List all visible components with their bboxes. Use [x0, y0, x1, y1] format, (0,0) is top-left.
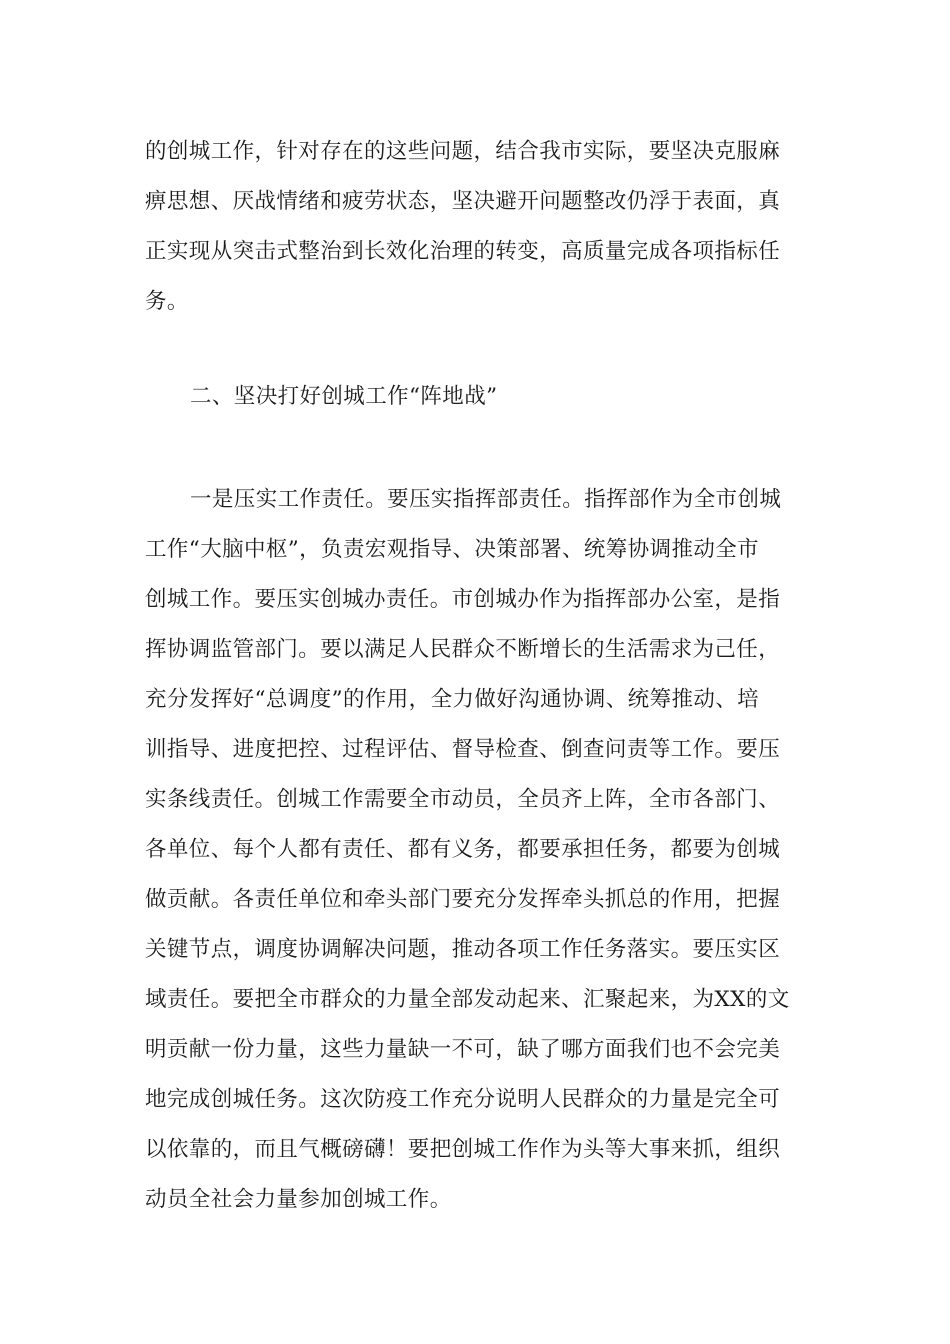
paragraph-2-line-14: 以依靠的，而且气概磅礴！要把创城工作作为头等大事来抓，组织 [145, 1137, 781, 1162]
paragraph-2-line-5: 充分发挥好“总调度”的作用，全力做好沟通协调、统筹推动、培 [145, 687, 760, 712]
paragraph-1-line-2: 痹思想、厌战情绪和疲劳状态，坚决避开问题整改仍浮于表面，真 [145, 189, 781, 214]
paragraph-2-line-3: 创城工作。要压实创城办责任。市创城办作为指挥部办公室，是指 [145, 587, 781, 612]
paragraph-1-line-3: 正实现从突击式整治到长效化治理的转变，高质量完成各项指标任 [145, 239, 781, 264]
paragraph-2-line-10: 关键节点，调度协调解决问题，推动各项工作任务落实。要压实区 [145, 937, 781, 962]
paragraph-2-line-12: 明贡献一份力量，这些力量缺一不可，缺了哪方面我们也不会完美 [145, 1037, 781, 1062]
section-heading: 二、坚决打好创城工作“阵地战” [190, 384, 498, 409]
paragraph-2-line-6: 训指导、进度把控、过程评估、督导检查、倒查问责等工作。要压 [145, 737, 781, 762]
paragraph-2-line-7: 实条线责任。创城工作需要全市动员，全员齐上阵，全市各部门、 [145, 787, 781, 812]
paragraph-1-line-4: 务。 [145, 289, 189, 314]
paragraph-2-line-2: 工作“大脑中枢”，负责宏观指导、决策部署、统筹协调推动全市 [145, 537, 760, 562]
paragraph-1-line-1: 的创城工作，针对存在的这些问题，结合我市实际，要坚决克服麻 [145, 139, 781, 164]
paragraph-2-line-8: 各单位、每个人都有责任、都有义务，都要承担任务，都要为创城 [145, 837, 781, 862]
paragraph-2-line-11: 域责任。要把全市群众的力量全部发动起来、汇聚起来，为XX的文 [145, 987, 790, 1012]
paragraph-2-line-4: 挥协调监管部门。要以满足人民群众不断增长的生活需求为己任， [145, 637, 781, 662]
paragraph-2-line-9: 做贡献。各责任单位和牵头部门要充分发挥牵头抓总的作用，把握 [145, 887, 781, 912]
paragraph-2-line-15: 动员全社会力量参加创城工作。 [145, 1187, 452, 1212]
paragraph-2-line-13: 地完成创城任务。这次防疫工作充分说明人民群众的力量是完全可 [145, 1087, 781, 1112]
paragraph-2-line-1: 一是压实工作责任。要压实指挥部责任。指挥部作为全市创城 [190, 487, 782, 512]
